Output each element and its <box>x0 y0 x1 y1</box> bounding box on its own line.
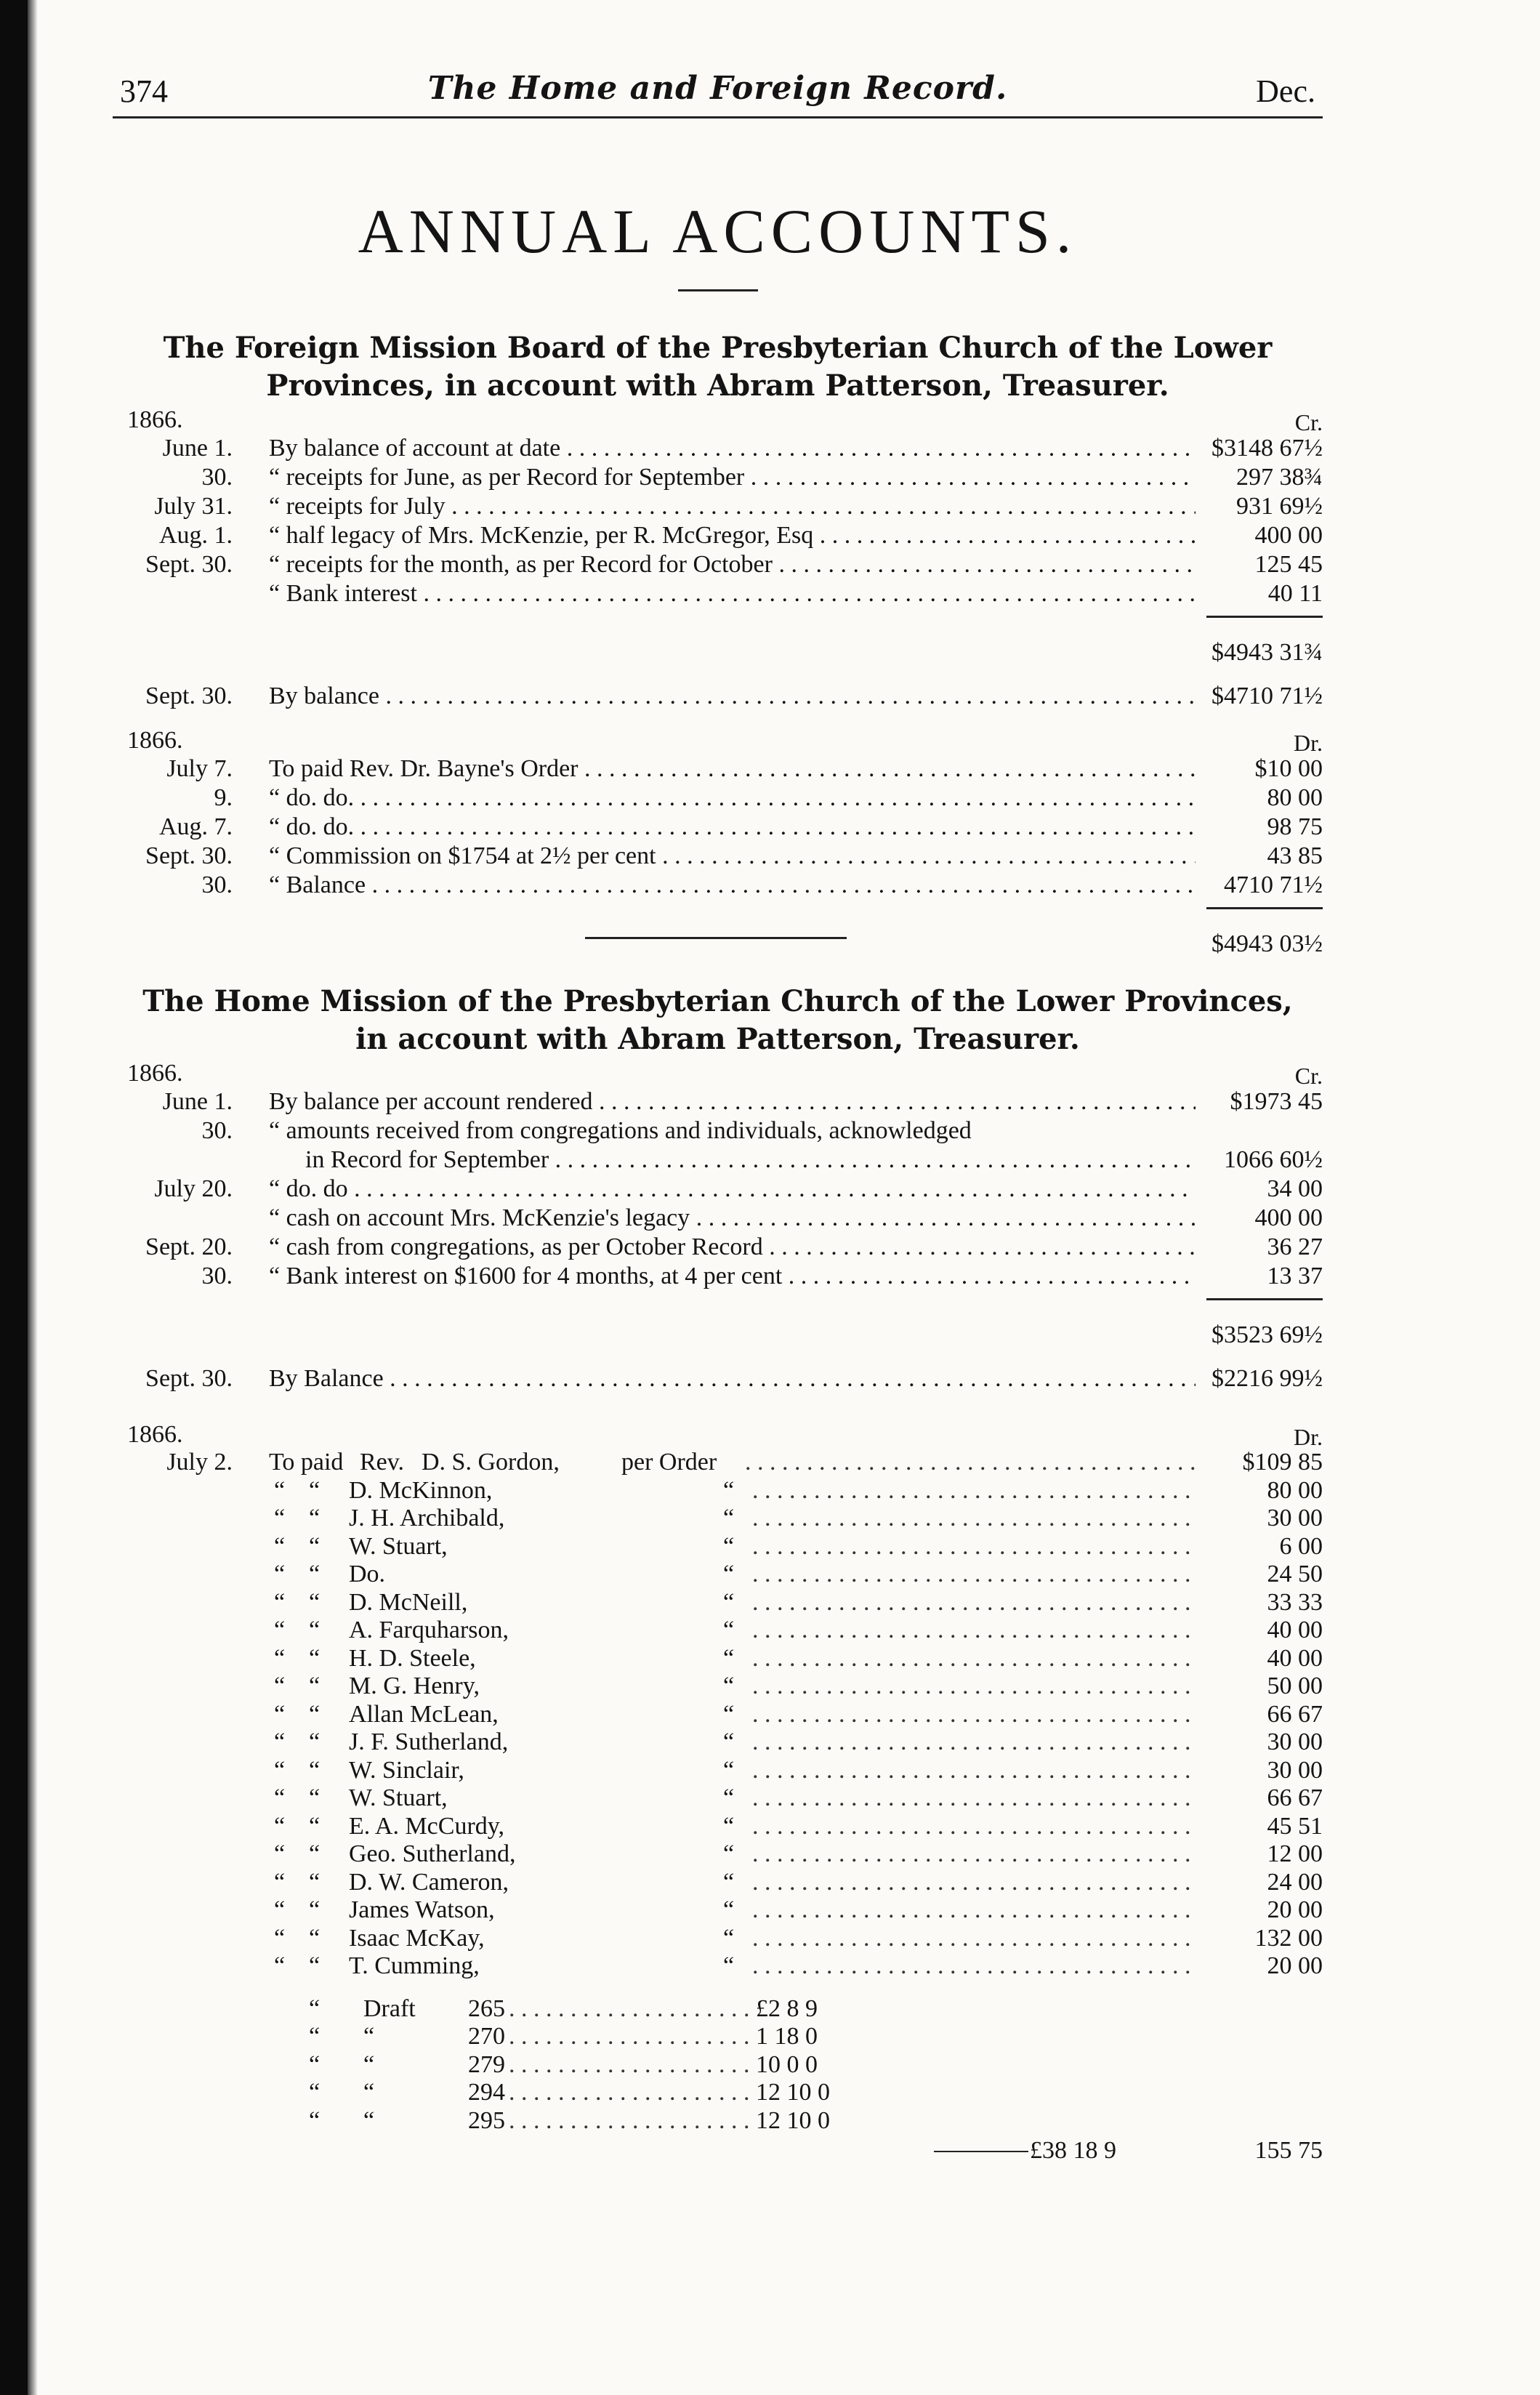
payment-row <box>113 1449 1323 1477</box>
issue-month: Dec. <box>1256 73 1315 109</box>
payment-amount: 30 00 <box>1267 1756 1323 1784</box>
foreign-credit-date: Aug. 1. <box>158 522 233 549</box>
draft-number: 270 <box>468 2023 505 2050</box>
foreign-debit-total: $4943 03½ <box>1212 930 1323 957</box>
payment-per: “ <box>723 1728 735 1755</box>
payment-per: “ <box>723 1532 735 1560</box>
journal-title: The Home and Foreign Record. <box>427 70 1008 107</box>
foreign-debit-year-row <box>113 725 1323 754</box>
home-dr-label: Dr. <box>1294 1424 1323 1450</box>
home-credit-row <box>113 1204 1323 1233</box>
foreign-credit-amount: 400 00 <box>1254 522 1323 549</box>
home-credit-amount: 13 37 <box>1267 1263 1323 1289</box>
payment-per: “ <box>723 1756 735 1784</box>
payment-row <box>113 1784 1323 1813</box>
home-debit-year-row <box>113 1420 1323 1449</box>
leader-dots <box>752 1925 1196 1953</box>
foreign-balance-row <box>113 682 1323 711</box>
draft-row <box>113 2051 1323 2080</box>
leader-dots <box>752 1673 1196 1701</box>
payment-per: “ <box>723 1812 735 1840</box>
payment-per: “ <box>723 1868 735 1896</box>
payee-name: A. Farquharson, <box>349 1617 509 1643</box>
payment-ditto-1: “ <box>274 1644 286 1672</box>
payment-title: Rev. <box>360 1449 405 1476</box>
payment-ditto-2: “ <box>309 1532 321 1560</box>
foreign-debit-row <box>113 754 1323 784</box>
running-header <box>113 51 1323 109</box>
leader-dots <box>509 2107 756 2136</box>
payment-ditto-2: “ <box>309 1812 321 1840</box>
payment-per: “ <box>723 1700 735 1728</box>
home-credit-description: “ amounts received from congregations and individuals, acknowledged <box>269 1117 972 1144</box>
payee-name: Geo. Sutherland, <box>349 1840 516 1867</box>
foreign-credit-amount: 297 38¾ <box>1236 464 1323 491</box>
payment-amount: 30 00 <box>1267 1728 1323 1755</box>
foreign-debit-description: “ do. do. . . . <box>269 813 1196 842</box>
home-credit-row <box>113 1233 1323 1262</box>
payment-per: “ <box>723 1617 735 1643</box>
payment-to-paid: To paid <box>269 1449 344 1476</box>
foreign-debit-row <box>113 784 1323 813</box>
payment-amount: 33 33 <box>1267 1588 1323 1616</box>
drafts-sterling-total: £38 18 9 <box>1030 2137 1116 2164</box>
payment-amount: 40 00 <box>1267 1617 1323 1643</box>
foreign-debit-date: Sept. 30. <box>145 842 233 869</box>
draft-row <box>113 2023 1323 2051</box>
payment-per: “ <box>723 1952 735 1979</box>
leader-dots <box>509 1995 756 2024</box>
leader-dots <box>752 1533 1196 1561</box>
home-balance-amount: $2216 99½ <box>1212 1365 1323 1392</box>
payment-amount: 80 00 <box>1267 1476 1323 1504</box>
home-credit-amount: 36 27 <box>1267 1233 1323 1260</box>
payment-ditto-1: “ <box>274 1812 286 1840</box>
payment-ditto-1: “ <box>274 1784 286 1811</box>
payee-name: J. H. Archibald, <box>349 1505 505 1531</box>
draft-label: “ <box>363 2050 375 2078</box>
foreign-credit-total: $4943 31¾ <box>1212 639 1323 666</box>
payment-ditto-1: “ <box>274 1924 286 1952</box>
payment-amount: 24 00 <box>1267 1868 1323 1896</box>
foreign-credit-description: “ receipts for the month, as per Record for October . . . <box>269 550 1196 579</box>
leader-dots <box>752 1728 1196 1757</box>
payment-ditto-2: “ <box>309 1756 321 1784</box>
home-credit-description: “ cash on account Mrs. McKenzie's legacy . . . <box>269 1204 1196 1233</box>
foreign-debit-list <box>113 754 1323 900</box>
leader-dots <box>752 1840 1196 1869</box>
payment-ditto-1: “ <box>274 1952 286 1979</box>
draft-number: 295 <box>468 2106 505 2134</box>
draft-sterling: 10 0 0 <box>756 2050 818 2078</box>
leader-dots <box>745 1449 1196 1477</box>
home-credit-description: By balance per account rendered . . . <box>269 1087 1196 1116</box>
payment-ditto-1: “ <box>274 1673 286 1699</box>
leader-dots <box>752 1757 1196 1785</box>
drafts-total-rule <box>934 2151 1028 2152</box>
home-credit-year-row <box>113 1058 1323 1087</box>
foreign-credit-sum-rule <box>1206 616 1323 618</box>
payment-amount: 6 00 <box>1279 1532 1323 1560</box>
draft-number: 265 <box>468 1995 505 2022</box>
draft-sterling: 12 10 0 <box>756 2106 830 2134</box>
foreign-debit-sum-rule <box>1206 907 1323 909</box>
payment-ditto-2: “ <box>309 1840 321 1867</box>
payment-ditto-2: “ <box>309 1673 321 1699</box>
payment-per: “ <box>723 1840 735 1867</box>
foreign-credit-date: July 31. <box>154 493 233 520</box>
payment-ditto-1: “ <box>274 1617 286 1643</box>
home-credit-row <box>113 1146 1323 1175</box>
payment-per: “ <box>723 1896 735 1923</box>
draft-row <box>113 1995 1323 2024</box>
foreign-debit-amount: 43 85 <box>1267 842 1323 869</box>
foreign-debit-amount: 4710 71½ <box>1224 872 1323 898</box>
payment-amount: 12 00 <box>1267 1840 1323 1867</box>
payment-ditto-2: “ <box>309 1728 321 1755</box>
foreign-title-line-2: Provinces, in account with Abram Patterson, Treasurer. <box>266 369 1169 403</box>
foreign-credit-amount: 931 69½ <box>1236 493 1323 520</box>
payee-name: H. D. Steele, <box>349 1644 476 1672</box>
foreign-credit-row <box>113 434 1323 463</box>
payment-per: “ <box>723 1673 735 1699</box>
payment-row <box>113 1477 1323 1505</box>
leader-dots <box>752 1617 1196 1645</box>
foreign-debit-row <box>113 871 1323 900</box>
foreign-credit-amount: 125 45 <box>1254 551 1323 578</box>
leader-dots <box>752 1701 1196 1729</box>
payee-name: W. Stuart, <box>349 1784 448 1811</box>
payee-name: Allan McLean, <box>349 1700 499 1728</box>
payment-ditto-2: “ <box>309 1617 321 1643</box>
payee-name: D. McKinnon, <box>349 1476 493 1504</box>
home-dr-year: 1866. <box>127 1421 183 1448</box>
payee-name: M. G. Henry, <box>349 1673 480 1699</box>
leader-dots <box>752 1813 1196 1841</box>
foreign-debit-row <box>113 842 1323 871</box>
home-credit-date: June 1. <box>162 1088 233 1115</box>
payee-name: W. Stuart, <box>349 1532 448 1560</box>
leader-dots <box>752 1896 1196 1925</box>
home-credit-description: “ Bank interest on $1600 for 4 months, at 4 per cent . . . <box>269 1262 1196 1291</box>
home-credit-date: July 20. <box>154 1175 233 1202</box>
payment-ditto-1: “ <box>274 1561 286 1587</box>
payment-per: “ <box>723 1561 735 1587</box>
payment-ditto-2: “ <box>309 1700 321 1728</box>
home-credit-description: “ do. do . . . <box>269 1175 1196 1204</box>
payment-row <box>113 1645 1323 1673</box>
payment-amount: 50 00 <box>1267 1673 1323 1699</box>
payment-per: “ <box>723 1644 735 1672</box>
foreign-debit-amount: $10 00 <box>1254 755 1323 782</box>
home-credit-row <box>113 1087 1323 1116</box>
payment-amount: 24 50 <box>1267 1561 1323 1587</box>
leader-dots <box>509 2023 756 2051</box>
foreign-debit-description: “ Commission on $1754 at 2½ per cent . . . <box>269 842 1196 871</box>
payment-ditto-1: “ <box>274 1700 286 1728</box>
payment-date: July 2. <box>166 1449 233 1476</box>
home-year: 1866. <box>127 1060 183 1087</box>
payment-ditto-2: “ <box>309 1952 321 1979</box>
drafts-dollar-total: 155 75 <box>1254 2137 1323 2164</box>
home-credit-row <box>113 1262 1323 1291</box>
foreign-balance-desc: By balance . . . <box>269 682 1196 711</box>
payment-ditto-1: “ <box>274 1728 286 1755</box>
home-cr-label: Cr. <box>1294 1063 1323 1089</box>
draft-label: Draft <box>363 1995 416 2022</box>
draft-ditto: “ <box>309 2023 321 2050</box>
foreign-title-line-1: The Foreign Mission Board of the Presbyterian Church of the Lower <box>163 331 1273 365</box>
payee-name: D. W. Cameron, <box>349 1868 509 1896</box>
draft-ditto: “ <box>309 2050 321 2078</box>
foreign-credit-description: “ receipts for July . . . <box>269 492 1196 521</box>
payment-ditto-2: “ <box>309 1476 321 1504</box>
leader-dots <box>752 1645 1196 1673</box>
home-credit-description: in Record for September . . . <box>305 1146 1196 1175</box>
leader-dots <box>509 2051 756 2080</box>
payment-row <box>113 1701 1323 1729</box>
foreign-debit-date: 30. <box>201 872 233 898</box>
payee-name: J. F. Sutherland, <box>349 1728 509 1755</box>
home-mission-title <box>113 983 1323 1058</box>
leader-dots <box>752 1561 1196 1589</box>
payment-ditto-2: “ <box>309 1924 321 1952</box>
draft-ditto: “ <box>309 2079 321 2106</box>
foreign-credit-year-row <box>113 405 1323 434</box>
header-rule <box>113 116 1323 118</box>
page-heading: ANNUAL ACCOUNTS. <box>358 196 1078 266</box>
draft-row <box>113 2107 1323 2136</box>
foreign-credit-description: By balance of account at date . . . <box>269 434 1196 463</box>
payment-row <box>113 1840 1323 1869</box>
home-credit-sum-rule <box>1206 1298 1323 1300</box>
home-credit-row <box>113 1175 1323 1204</box>
foreign-credit-row <box>113 579 1323 608</box>
foreign-debit-date: July 7. <box>166 755 233 782</box>
payment-row <box>113 1813 1323 1841</box>
home-balance-date: Sept. 30. <box>145 1365 233 1392</box>
foreign-balance-amount: $4710 71½ <box>1212 683 1323 709</box>
payment-amount: 20 00 <box>1267 1896 1323 1923</box>
payment-ditto-2: “ <box>309 1644 321 1672</box>
home-credit-date: 30. <box>201 1263 233 1289</box>
payee-name: D. McNeill, <box>349 1588 468 1616</box>
payment-ditto-1: “ <box>274 1868 286 1896</box>
payment-ditto-2: “ <box>309 1868 321 1896</box>
payee-name: T. Cumming, <box>349 1952 480 1979</box>
leader-dots <box>509 2079 756 2107</box>
home-credit-amount: 1066 60½ <box>1224 1146 1323 1173</box>
leader-dots <box>752 1952 1196 1981</box>
foreign-credit-date: 30. <box>201 464 233 491</box>
home-credit-date: 30. <box>201 1117 233 1144</box>
payment-ditto-2: “ <box>309 1561 321 1587</box>
payment-amount: 30 00 <box>1267 1505 1323 1531</box>
foreign-credit-list <box>113 434 1323 608</box>
draft-label: “ <box>363 2106 375 2134</box>
draft-number: 294 <box>468 2079 505 2106</box>
draft-ditto: “ <box>309 2106 321 2134</box>
home-credit-amount: 400 00 <box>1254 1204 1323 1231</box>
foreign-credit-description: “ receipts for June, as per Record for September . . . <box>269 463 1196 492</box>
draft-sterling: 1 18 0 <box>756 2023 818 2050</box>
foreign-credit-description: “ Bank interest . . . <box>269 579 1196 608</box>
foreign-credit-amount: $3148 67½ <box>1212 435 1323 462</box>
leader-dots <box>752 1869 1196 1897</box>
payment-row <box>113 1561 1323 1589</box>
draft-sterling: £2 8 9 <box>756 1995 818 2022</box>
payment-row <box>113 1589 1323 1617</box>
foreign-debit-description: “ Balance . . . <box>269 871 1196 900</box>
payment-row <box>113 1505 1323 1533</box>
payment-ditto-1: “ <box>274 1896 286 1923</box>
home-title-line-1: The Home Mission of the Presbyterian Church of the Lower Provinces, <box>142 984 1293 1018</box>
leader-dots <box>752 1784 1196 1813</box>
payment-ditto-1: “ <box>274 1476 286 1504</box>
drafts-total-row <box>113 2135 1323 2167</box>
payment-row <box>113 1952 1323 1981</box>
payment-row <box>113 1617 1323 1645</box>
home-title-line-2: in account with Abram Patterson, Treasurer. <box>355 1022 1080 1056</box>
home-credit-description: “ cash from congregations, as per October Record . . . <box>269 1233 1196 1262</box>
leader-dots <box>752 1505 1196 1533</box>
foreign-credit-date: June 1. <box>162 435 233 462</box>
payment-row <box>113 1896 1323 1925</box>
home-credit-amount: 34 00 <box>1267 1175 1323 1202</box>
payment-per: “ <box>723 1476 735 1504</box>
draft-number: 279 <box>468 2050 505 2078</box>
payment-ditto-2: “ <box>309 1588 321 1616</box>
payee-name: James Watson, <box>349 1896 495 1923</box>
home-credit-amount: $1973 45 <box>1230 1088 1323 1115</box>
foreign-debit-description: “ do. do. . . . <box>269 784 1196 813</box>
home-credit-list <box>113 1087 1323 1291</box>
foreign-debit-amount: 80 00 <box>1267 784 1323 811</box>
payment-amount: 66 67 <box>1267 1700 1323 1728</box>
draft-sterling: 12 10 0 <box>756 2079 830 2106</box>
payment-per: “ <box>723 1588 735 1616</box>
payment-ditto-1: “ <box>274 1532 286 1560</box>
payment-amount: 45 51 <box>1267 1812 1323 1840</box>
payment-ditto-1: “ <box>274 1840 286 1867</box>
draft-row <box>113 2079 1323 2107</box>
draft-ditto: “ <box>309 1995 321 2022</box>
payment-row <box>113 1757 1323 1785</box>
foreign-mission-title <box>113 329 1323 405</box>
payment-ditto-1: “ <box>274 1756 286 1784</box>
foreign-credit-amount: 40 11 <box>1267 580 1323 607</box>
payment-ditto-2: “ <box>309 1505 321 1531</box>
foreign-credit-row <box>113 521 1323 550</box>
payment-row <box>113 1869 1323 1897</box>
payment-ditto-1: “ <box>274 1588 286 1616</box>
foreign-cr-label: Cr. <box>1294 409 1323 435</box>
binding-shadow <box>28 0 38 2395</box>
foreign-dr-year: 1866. <box>127 727 183 754</box>
payment-ditto-1: “ <box>274 1505 286 1531</box>
draft-label: “ <box>363 2079 375 2106</box>
foreign-credit-row <box>113 550 1323 579</box>
payment-amount: 20 00 <box>1267 1952 1323 1979</box>
foreign-dr-label: Dr. <box>1294 730 1323 756</box>
foreign-debit-date: 9. <box>214 784 233 811</box>
payment-amount: 66 67 <box>1267 1784 1323 1811</box>
foreign-credit-row <box>113 463 1323 492</box>
payment-row <box>113 1673 1323 1701</box>
foreign-credit-row <box>113 492 1323 521</box>
payee-name: Isaac McKay, <box>349 1924 485 1952</box>
payment-ditto-2: “ <box>309 1896 321 1923</box>
payment-per: per Order <box>621 1449 717 1476</box>
home-payment-list <box>113 1449 1323 1981</box>
foreign-year: 1866. <box>127 406 183 433</box>
payment-amount: $109 85 <box>1242 1449 1323 1476</box>
payee-name: D. S. Gordon, <box>422 1449 560 1476</box>
foreign-debit-row <box>113 813 1323 842</box>
payment-row <box>113 1533 1323 1561</box>
page-number: 374 <box>120 73 168 109</box>
leader-dots <box>752 1477 1196 1505</box>
book-binding-edge <box>0 0 28 2395</box>
draft-label: “ <box>363 2023 375 2050</box>
home-balance-desc: By Balance . . . <box>269 1364 1196 1393</box>
home-credit-total: $3523 69½ <box>1212 1321 1323 1348</box>
home-balance-row <box>113 1364 1323 1393</box>
payee-name: W. Sinclair, <box>349 1756 464 1784</box>
home-credit-date: Sept. 20. <box>145 1233 233 1260</box>
foreign-credit-date: Sept. 30. <box>145 551 233 578</box>
home-draft-list <box>113 1995 1323 2136</box>
payment-per: “ <box>723 1924 735 1952</box>
payment-per: “ <box>723 1784 735 1811</box>
payment-ditto-2: “ <box>309 1784 321 1811</box>
payment-row <box>113 1728 1323 1757</box>
foreign-credit-description: “ half legacy of Mrs. McKenzie, per R. McGregor, Esq . . . <box>269 521 1196 550</box>
foreign-debit-date: Aug. 7. <box>158 813 233 840</box>
foreign-debit-description: To paid Rev. Dr. Bayne's Order . . . <box>269 754 1196 784</box>
leader-dots <box>752 1589 1196 1617</box>
payment-amount: 132 00 <box>1254 1924 1323 1952</box>
payment-amount: 40 00 <box>1267 1644 1323 1672</box>
foreign-balance-date: Sept. 30. <box>145 683 233 709</box>
home-credit-row <box>113 1116 1323 1146</box>
page <box>113 51 1323 2167</box>
payment-row <box>113 1925 1323 1953</box>
payee-name: Do. <box>349 1561 386 1587</box>
payee-name: E. A. McCurdy, <box>349 1812 505 1840</box>
payment-per: “ <box>723 1505 735 1531</box>
foreign-debit-amount: 98 75 <box>1267 813 1323 840</box>
